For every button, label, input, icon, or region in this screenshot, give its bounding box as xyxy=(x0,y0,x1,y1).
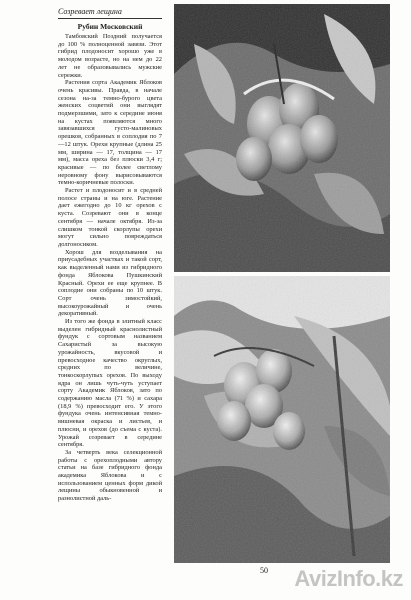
text-column xyxy=(58,33,162,503)
hazelnut-bush-image xyxy=(174,276,390,563)
variety-title: Рубин Московский xyxy=(77,22,143,31)
hazelnut-cluster-image xyxy=(174,4,390,272)
paragraph: Растет и плодоносит и в средней полосе страны и на юге. Растение дает ежегодно до 10 кг орехов с куста. Созревают они в конце сентября — начале октября. Из-за слишком тонкой скорлупы орехи могут сильно повреждаться долгоносиком. xyxy=(58,187,162,248)
paragraph: За четверть века селекционной работы с орехоплодными автору статьи на базе гибридного фонда академика Яблокова и с использованием ценных форм дикой лещины обыкновенной и разнолистной даль- xyxy=(58,448,162,503)
hazelnut-bush-photo xyxy=(174,276,390,563)
paragraph: Тамбовский Поздний получается до 100 % полноценной завязи. Этот гибрид плодоносит хорошо уже в молодом возрасте, но на нем до 22 лет не образовывались мужские сережки. xyxy=(58,33,162,79)
paragraph: Из того же фонда в элитный класс выделен гибридный краснолистный фундук с сортовым названием Сахаристый за высокую урожайность, вкусовой и превосходное качество округлых, средних по величине, тонкоскорлупых орехов. По выходу ядра он лишь чуть-чуть уступает сорту Академик Яблоков, зато по содержанию масла (71 %) и сахара (18,9 %) превосходит его. У этого фундука очень интенсивная темно-вишневая окраска и листьев, и плюсни, и орехов (до съема с куста). Урожай созревает в середине сентября. xyxy=(58,318,162,449)
running-header: Созревает лещина xyxy=(58,7,162,19)
page-number: 50 xyxy=(260,566,268,575)
paragraph: Хорош для возделывания на приусадебных участках и такой сорт, как выделенный нами из гибридного фонда Яблокова Пушкинский Красный. Орехи ее еще крупнее. В соплодие они собраны по 10 штук. Сорт очень зимостойкий, высокоурожайный и очень декоративный. xyxy=(58,248,162,318)
paragraph: Растения сорта Академик Яблоков очень красивы. Правда, в начале сезона на-за темно-бурого цвета женских соцветий они выглядят подмерзшими, зато к середине июня на кустах появляются много завязавшихся густо-малиновых орешков, собранных в соплодия по 7—12 штук. Орехи крупные (длина 25 мм, ширина — 17, толщина — 17 мм), масса ореха без плюски 3,4 г; красивые — по более светлому неровному фону вырисовываются темно-коричневые полоски. xyxy=(58,79,162,187)
hazelnut-cluster-photo xyxy=(174,4,390,272)
site-watermark: AvizInfo.kz xyxy=(294,566,403,591)
